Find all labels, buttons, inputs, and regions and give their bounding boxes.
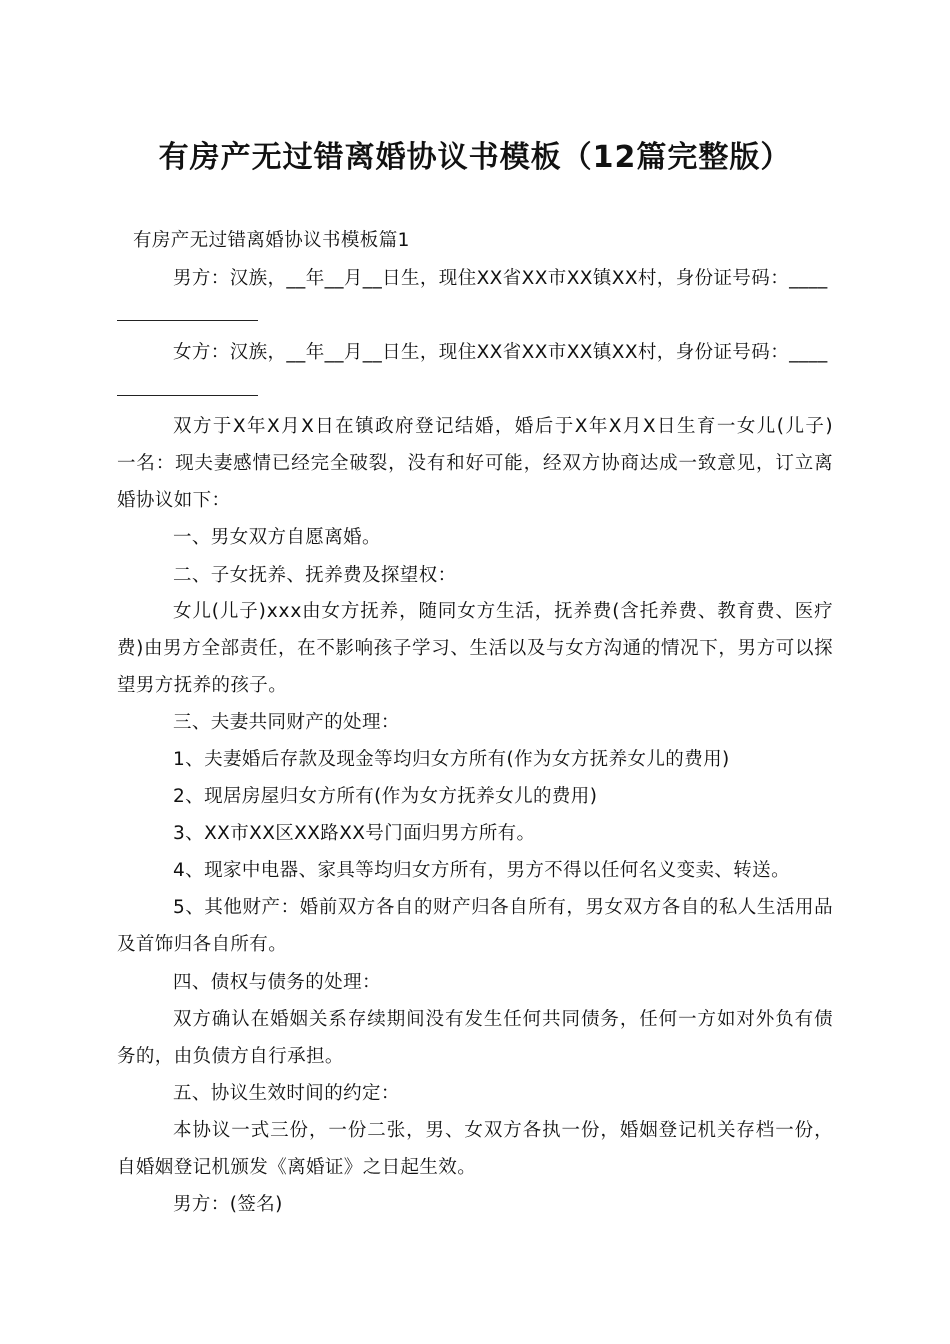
clause-3-item-5-line-2: 及首饰归各自所有。 [117,934,288,955]
clause-4-line-2: 务的，由负债方自行承担。 [117,1046,344,1067]
male-id-blank [117,320,258,321]
clause-3-item-2: 2、现居房屋归女方所有(作为女方抚养女儿的费用) [173,786,598,807]
clause-2-line-1: 女儿(儿子)xxx由女方抚养，随同女方生活，抚养费(含托养费、教育费、医疗 [173,601,834,622]
male-signature-line: 男方：(签名) [173,1194,283,1215]
clause-3-item-1: 1、夫妻婚后存款及现金等均归女方所有(作为女方抚养女儿的费用) [173,749,730,770]
clause-4-heading: 四、债权与债务的处理： [173,972,381,993]
intro-line-2: 一名：现夫妻感情已经完全破裂，没有和好可能，经双方协商达成一致意见，订立离 [117,453,834,474]
female-id-blank [117,395,258,396]
section-heading: 有房产无过错离婚协议书模板篇1 [133,230,410,251]
intro-line-3: 婚协议如下： [117,490,231,511]
document-title: 有房产无过错离婚协议书模板（12篇完整版） [158,140,792,175]
clause-2-line-2: 费)由男方全部责任，在不影响孩子学习、生活以及与女方沟通的情况下，男方可以探 [117,638,834,659]
clause-2-heading: 二、子女抚养、抚养费及探望权： [173,565,457,586]
clause-5-heading: 五、协议生效时间的约定： [173,1083,400,1104]
intro-line-1: 双方于X年X月X日在镇政府登记结婚，婚后于X年X月X日生育一女儿(儿子) [173,416,835,437]
clause-5-line-1: 本协议一式三份，一份二张，男、女双方各执一份，婚姻登记机关存档一份， [173,1120,834,1141]
clause-1: 一、男女双方自愿离婚。 [173,527,381,548]
clause-3-heading: 三、夫妻共同财产的处理： [173,712,400,733]
male-party-line: 男方：汉族，__年__月__日生，现住XX省XX市XX镇XX村，身份证号码：____ [173,268,828,289]
clause-5-line-2: 自婚姻登记机颁发《离婚证》之日起生效。 [117,1157,477,1178]
clause-3-item-5-line-1: 5、其他财产：婚前双方各自的财产归各自所有，男女双方各自的私人生活用品 [173,897,834,918]
female-party-line: 女方：汉族，__年__月__日生，现住XX省XX市XX镇XX村，身份证号码：____ [173,342,828,363]
clause-3-item-3: 3、XX市XX区XX路XX号门面归男方所有。 [173,823,536,844]
clause-3-item-4: 4、现家中电器、家具等均归女方所有，男方不得以任何名义变卖、转送。 [173,860,790,881]
clause-4-line-1: 双方确认在婚姻关系存续期间没有发生任何共同债务，任何一方如对外负有债 [173,1009,834,1030]
clause-2-line-3: 望男方抚养的孩子。 [117,675,288,696]
